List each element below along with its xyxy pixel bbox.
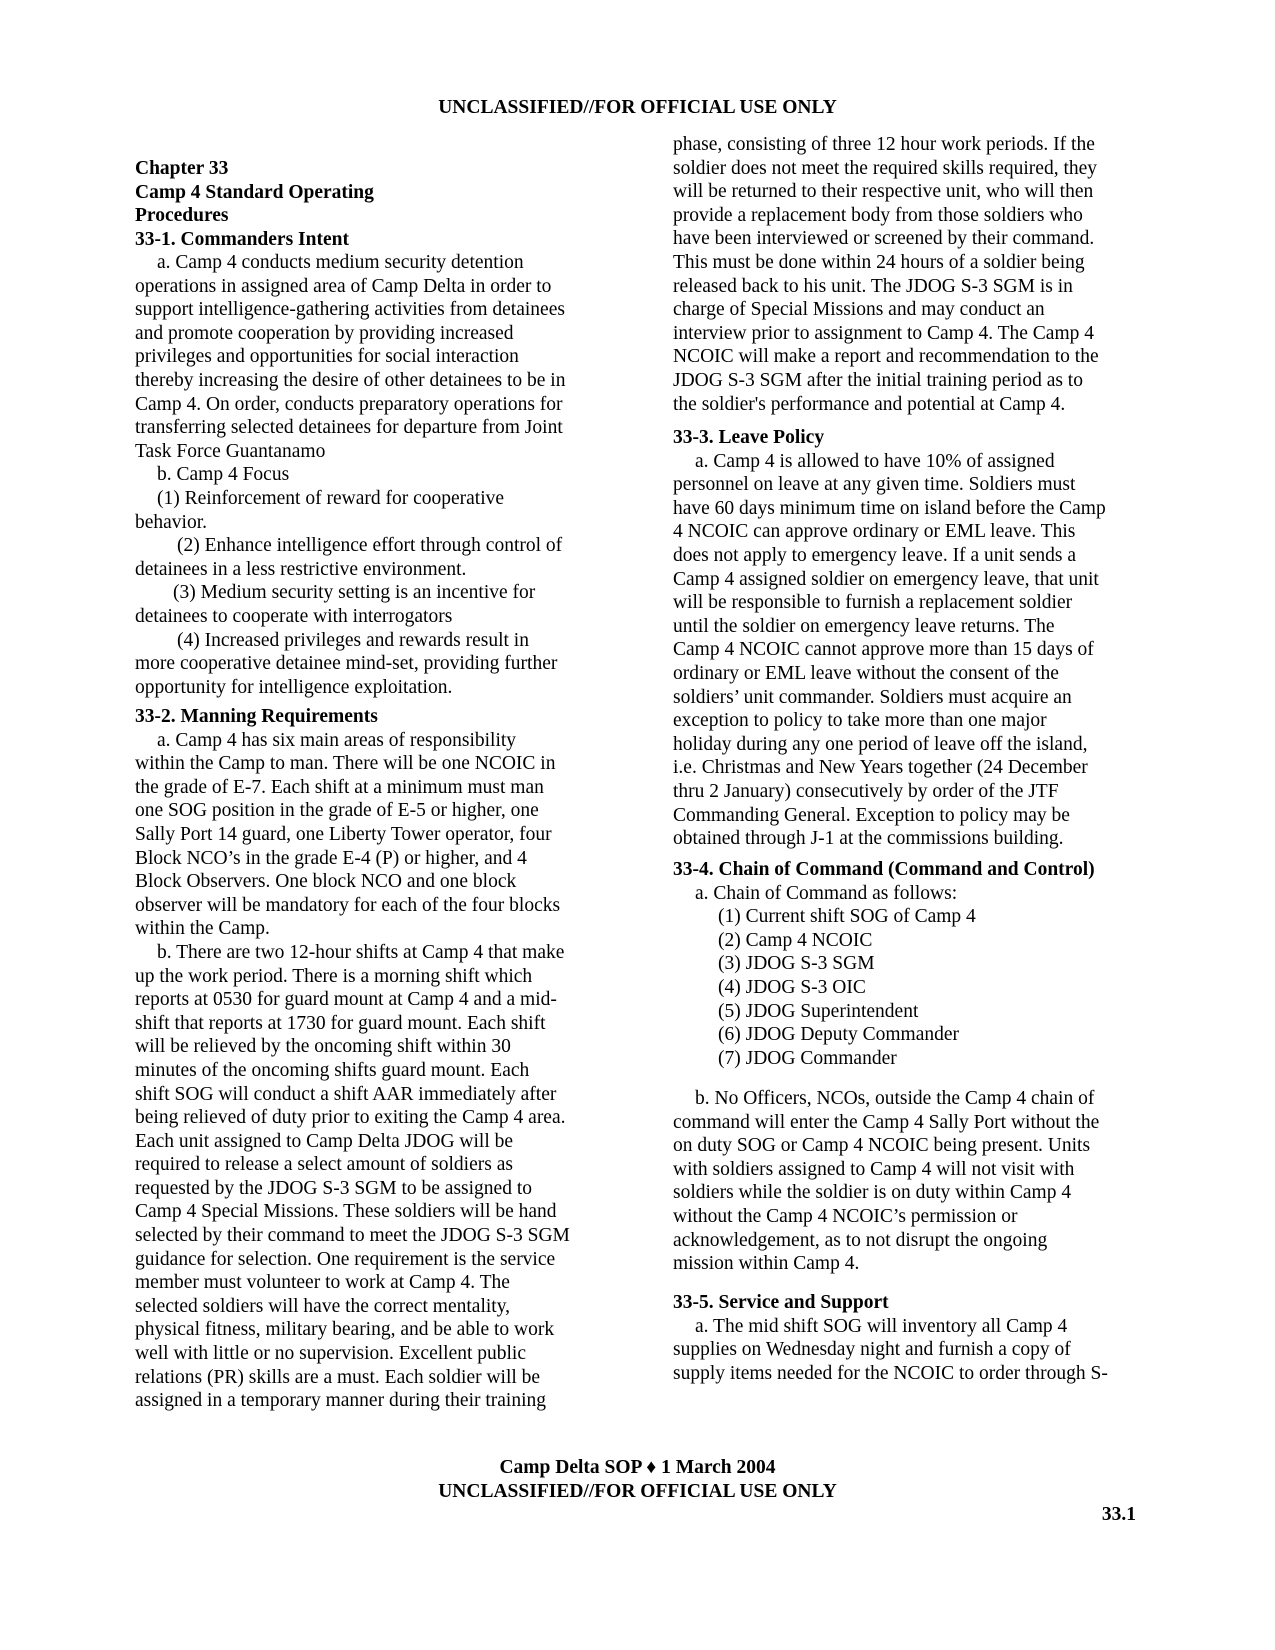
text-line: 4 NCOIC can approve ordinary or EML leave. This <box>673 521 1076 543</box>
text-line: personnel on leave at any given time. Soldiers must <box>673 474 1076 496</box>
section-33-4-b <box>673 1087 1099 1276</box>
text-line: JDOG S-3 SGM after the initial training period as to <box>673 369 1083 391</box>
text-line: holiday during any one period of leave off the island, <box>673 733 1088 755</box>
section-33-5 <box>673 1291 1108 1385</box>
text-line: b. Camp 4 Focus <box>157 464 290 486</box>
text-line: required to release a select amount of soldiers as <box>135 1154 513 1176</box>
text-line: requested by the JDOG S-3 SGM to be assigned to <box>135 1177 532 1199</box>
text-line: soldiers while the soldier is on duty within Camp 4 <box>673 1182 1072 1204</box>
text-line: have 60 days minimum time on island before the Camp <box>673 497 1106 519</box>
text-line: guidance for selection. One requirement is the service <box>135 1248 556 1270</box>
text-line: a. Camp 4 is allowed to have 10% of assigned <box>695 450 1055 472</box>
chapter-heading-block <box>135 157 374 251</box>
text-line: command will enter the Camp 4 Sally Port without the <box>673 1111 1100 1133</box>
text-line: relations (PR) skills are a must. Each soldier will be <box>135 1366 541 1388</box>
text-line: the grade of E-7. Each shift at a minimum must man <box>135 776 544 798</box>
text-line: opportunity for intelligence exploitation. <box>135 676 453 698</box>
text-line: NCOIC will make a report and recommendation to the <box>673 346 1099 368</box>
chain-item: (7) JDOG Commander <box>718 1047 897 1069</box>
text-line: transferring selected detainees for departure from Joint <box>135 417 563 439</box>
text-line: being relieved of duty prior to exiting the Camp 4 area. <box>135 1107 566 1129</box>
text-line: Block NCO’s in the grade E-4 (P) or higher, and 4 <box>135 847 527 869</box>
text-line: assigned in a temporary manner during their training <box>135 1390 547 1412</box>
text-line: thereby increasing the desire of other detainees to be in <box>135 369 566 391</box>
text-line: detainees in a less restrictive environment. <box>135 558 467 580</box>
text-line: privileges and opportunities for social interaction <box>135 346 519 368</box>
chain-item: (5) JDOG Superintendent <box>718 1000 919 1022</box>
text-line: up the work period. There is a morning shift which <box>135 965 533 987</box>
text-line: will be responsible to furnish a replacement soldier <box>673 592 1073 614</box>
text-line: operations in assigned area of Camp Delta in order to <box>135 275 552 297</box>
text-line: a. Chain of Command as follows: <box>695 882 958 904</box>
text-line: acknowledgement, as to not disrupt the ongoing <box>673 1229 1048 1251</box>
text-line: Sally Port 14 guard, one Liberty Tower operator, four <box>135 823 552 845</box>
text-line: selected by their command to meet the JDOG S-3 SGM <box>135 1225 570 1247</box>
text-line: (2) Enhance intelligence effort through control of <box>177 535 563 557</box>
text-line: mission within Camp 4. <box>673 1253 860 1275</box>
text-line: exception to policy to take more than one major <box>673 710 1047 732</box>
text-line: within the Camp. <box>135 918 270 940</box>
text-line: will be returned to their respective unit, who will then <box>673 181 1094 203</box>
text-line: thru 2 January) consecutively by order of the JTF <box>673 780 1059 802</box>
text-line: more cooperative detainee mind-set, providing further <box>135 653 558 675</box>
text-line: (3) Medium security setting is an incentive for <box>173 582 536 604</box>
text-line: interview prior to assignment to Camp 4. The Camp 4 <box>673 322 1094 344</box>
section-heading: 33-1. Commanders Intent <box>135 228 349 250</box>
text-line: with soldiers assigned to Camp 4 will not visit with <box>673 1158 1075 1180</box>
text-line: provide a replacement body from those soldiers who <box>673 204 1083 226</box>
text-line: well with little or no supervision. Excellent public <box>135 1343 527 1365</box>
section-33-2-continued <box>673 133 1099 416</box>
text-line: obtained through J-1 at the commissions building. <box>673 828 1064 850</box>
text-line: behavior. <box>135 511 208 533</box>
text-line: (4) Increased privileges and rewards result in <box>177 629 529 651</box>
text-line: the soldier's performance and potential at Camp 4. <box>673 393 1066 415</box>
text-line: soldier does not meet the required skills required, they <box>673 157 1098 179</box>
text-line: on duty SOG or Camp 4 NCOIC being present. Units <box>673 1135 1091 1157</box>
text-line: released back to his unit. The JDOG S-3 SGM is in <box>673 275 1073 297</box>
text-line: Block Observers. One block NCO and one block <box>135 871 517 893</box>
text-line: Camp 4 assigned soldier on emergency leave, that unit <box>673 568 1099 590</box>
text-line: ordinary or EML leave without the consent of the <box>673 662 1059 684</box>
text-line: i.e. Christmas and New Years together (24 December <box>673 757 1088 779</box>
text-line: a. Camp 4 has six main areas of responsibility <box>157 729 517 751</box>
text-line: without the Camp 4 NCOIC’s permission or <box>673 1205 1018 1227</box>
text-line: b. No Officers, NCOs, outside the Camp 4 chain of <box>695 1088 1095 1109</box>
page-number: 33.1 <box>1101 1504 1136 1525</box>
chain-item: (2) Camp 4 NCOIC <box>718 929 873 951</box>
text-line: supplies on Wednesday night and furnish a copy of <box>673 1339 1071 1361</box>
text-line: Each unit assigned to Camp Delta JDOG will be <box>135 1130 514 1152</box>
section-heading: 33-5. Service and Support <box>673 1292 889 1313</box>
text-line: and promote cooperation by providing increased <box>135 322 514 344</box>
footer-classification: UNCLASSIFIED//FOR OFFICIAL USE ONLY <box>438 1481 837 1502</box>
text-line: charge of Special Missions and may conduct an <box>673 299 1045 321</box>
section-heading: 33-4. Chain of Command (Command and Control) <box>673 859 1095 880</box>
text-line: phase, consisting of three 12 hour work periods. If the <box>673 134 1095 155</box>
chapter-number: Chapter 33 <box>135 158 229 179</box>
text-line: shift SOG will conduct a shift AAR immediately after <box>135 1083 557 1105</box>
text-line: supply items needed for the NCOIC to order through S- <box>673 1362 1108 1384</box>
footer-document-title: Camp Delta SOP ♦ 1 March 2004 <box>499 1457 776 1478</box>
text-line: support intelligence-gathering activities from detainees <box>135 299 565 321</box>
text-line: minutes of the oncoming shifts guard mount. Each <box>135 1059 530 1081</box>
chapter-title-line-2: Procedures <box>135 205 229 227</box>
text-line: (1) Reinforcement of reward for cooperative <box>157 487 505 509</box>
chain-item: (6) JDOG Deputy Commander <box>718 1024 959 1046</box>
text-line: Camp 4. On order, conducts preparatory operations for <box>135 393 563 415</box>
chain-item: (1) Current shift SOG of Camp 4 <box>718 906 976 928</box>
text-line: will be relieved by the oncoming shift within 30 <box>135 1036 511 1058</box>
text-line: shift that reports at 1730 for guard mount. Each shift <box>135 1012 546 1034</box>
classification-header: UNCLASSIFIED//FOR OFFICIAL USE ONLY <box>438 97 837 118</box>
text-line: This must be done within 24 hours of a soldier being <box>673 251 1085 273</box>
chain-item: (4) JDOG S-3 OIC <box>718 976 866 998</box>
text-line: reports at 0530 for guard mount at Camp 4 and a mid- <box>135 989 557 1011</box>
section-heading: 33-3. Leave Policy <box>673 427 825 448</box>
text-line: have been interviewed or screened by their command. <box>673 228 1095 250</box>
text-line: physical fitness, military bearing, and be able to work <box>135 1319 555 1341</box>
text-line: Camp 4 Special Missions. These soldiers will be hand <box>135 1201 557 1223</box>
section-33-3 <box>673 426 1106 851</box>
page-footer <box>0 1456 1275 1504</box>
text-line: until the soldier on emergency leave returns. The <box>673 615 1055 637</box>
section-33-4 <box>673 858 1095 1070</box>
text-line: one SOG position in the grade of E-5 or higher, one <box>135 800 539 822</box>
text-line: detainees to cooperate with interrogators <box>135 605 453 627</box>
section-33-1-body <box>135 251 565 699</box>
text-line: Camp 4 NCOIC cannot approve more than 15 days of <box>673 639 1094 661</box>
text-line: within the Camp to man. There will be one NCOIC in <box>135 753 556 775</box>
section-33-2-body <box>135 705 570 1413</box>
text-line: a. Camp 4 conducts medium security detention <box>157 252 524 273</box>
text-line: selected soldiers will have the correct mentality, <box>135 1295 511 1317</box>
text-line: does not apply to emergency leave. If a unit sends a <box>673 544 1077 566</box>
text-line: member must volunteer to work at Camp 4. The <box>135 1272 510 1294</box>
chapter-title-line-1: Camp 4 Standard Operating <box>135 181 374 203</box>
text-line: a. The mid shift SOG will inventory all Camp 4 <box>695 1315 1068 1337</box>
text-line: observer will be mandatory for each of the four blocks <box>135 894 561 916</box>
text-line: soldiers’ unit commander. Soldiers must acquire an <box>673 686 1072 708</box>
chain-item: (3) JDOG S-3 SGM <box>718 953 875 975</box>
text-line: Task Force Guantanamo <box>135 440 326 462</box>
section-heading: 33-2. Manning Requirements <box>135 706 378 727</box>
text-line: Commanding General. Exception to policy may be <box>673 804 1070 826</box>
text-line: b. There are two 12-hour shifts at Camp 4 that make <box>157 941 565 963</box>
